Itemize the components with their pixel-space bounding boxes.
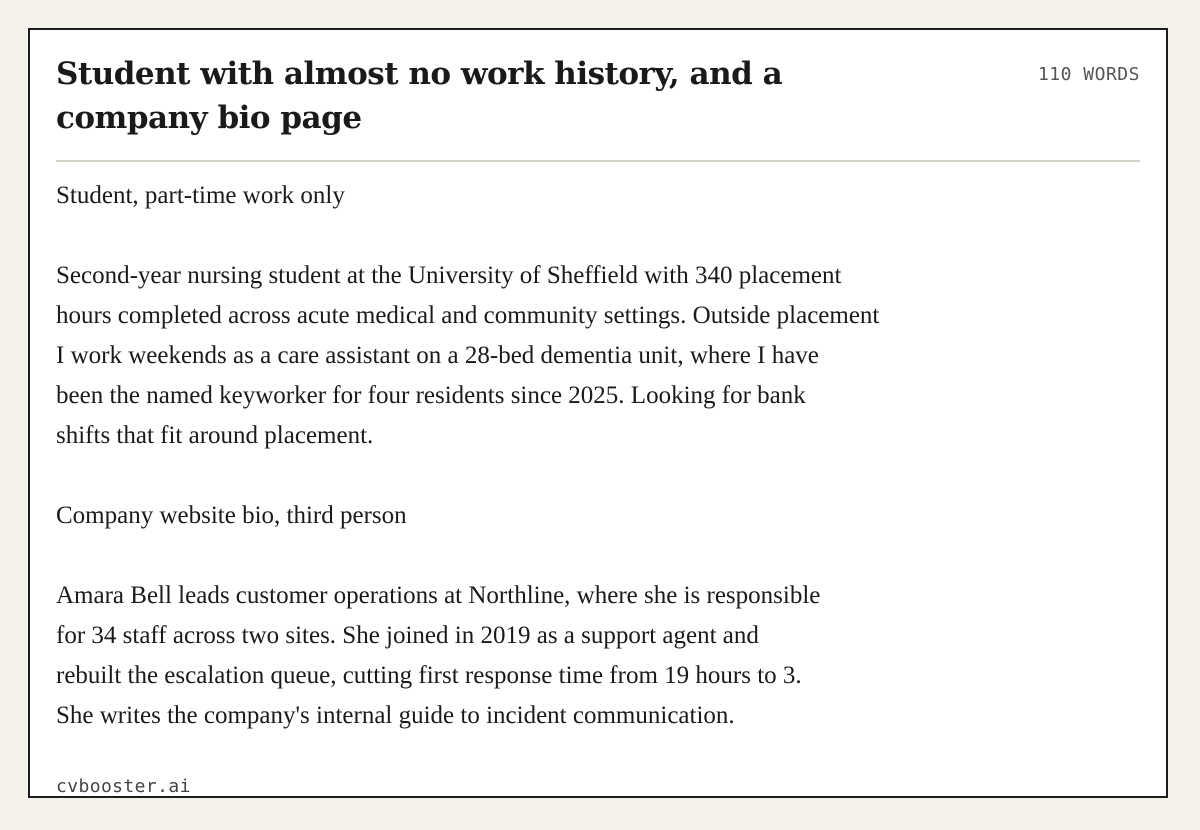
- student-bio-paragraph: Second-year nursing student at the University of Sheffield with 340 placement hours completed across acute medical and community settings. Outside placement I work weekends as a care assistant on a 28-bed dementia unit, where I have been the named keyworker for four residents since 2025. Looking for bank shifts that fit around placement.: [56, 262, 880, 449]
- example-card: [28, 28, 1168, 798]
- card-title: Student with almost no work history, and a company bio page: [56, 56, 783, 136]
- header-divider: [56, 160, 1140, 162]
- company-bio-paragraph: Amara Bell leads customer operations at Northline, where she is responsible for 34 staff across two sites. She joined in 2019 as a support agent and rebuilt the escalation queue, cutting first response time from 19 hours to 3. She writes the company's internal guide to incident communication.: [56, 582, 821, 729]
- section-label-student: Student, part-time work only: [56, 182, 345, 209]
- card-body: [56, 176, 1146, 736]
- section-label-company: Company website bio, third person: [56, 502, 407, 529]
- word-count-label: 110 WORDS: [1037, 64, 1140, 85]
- footer-brand: cvbooster.ai: [56, 776, 191, 797]
